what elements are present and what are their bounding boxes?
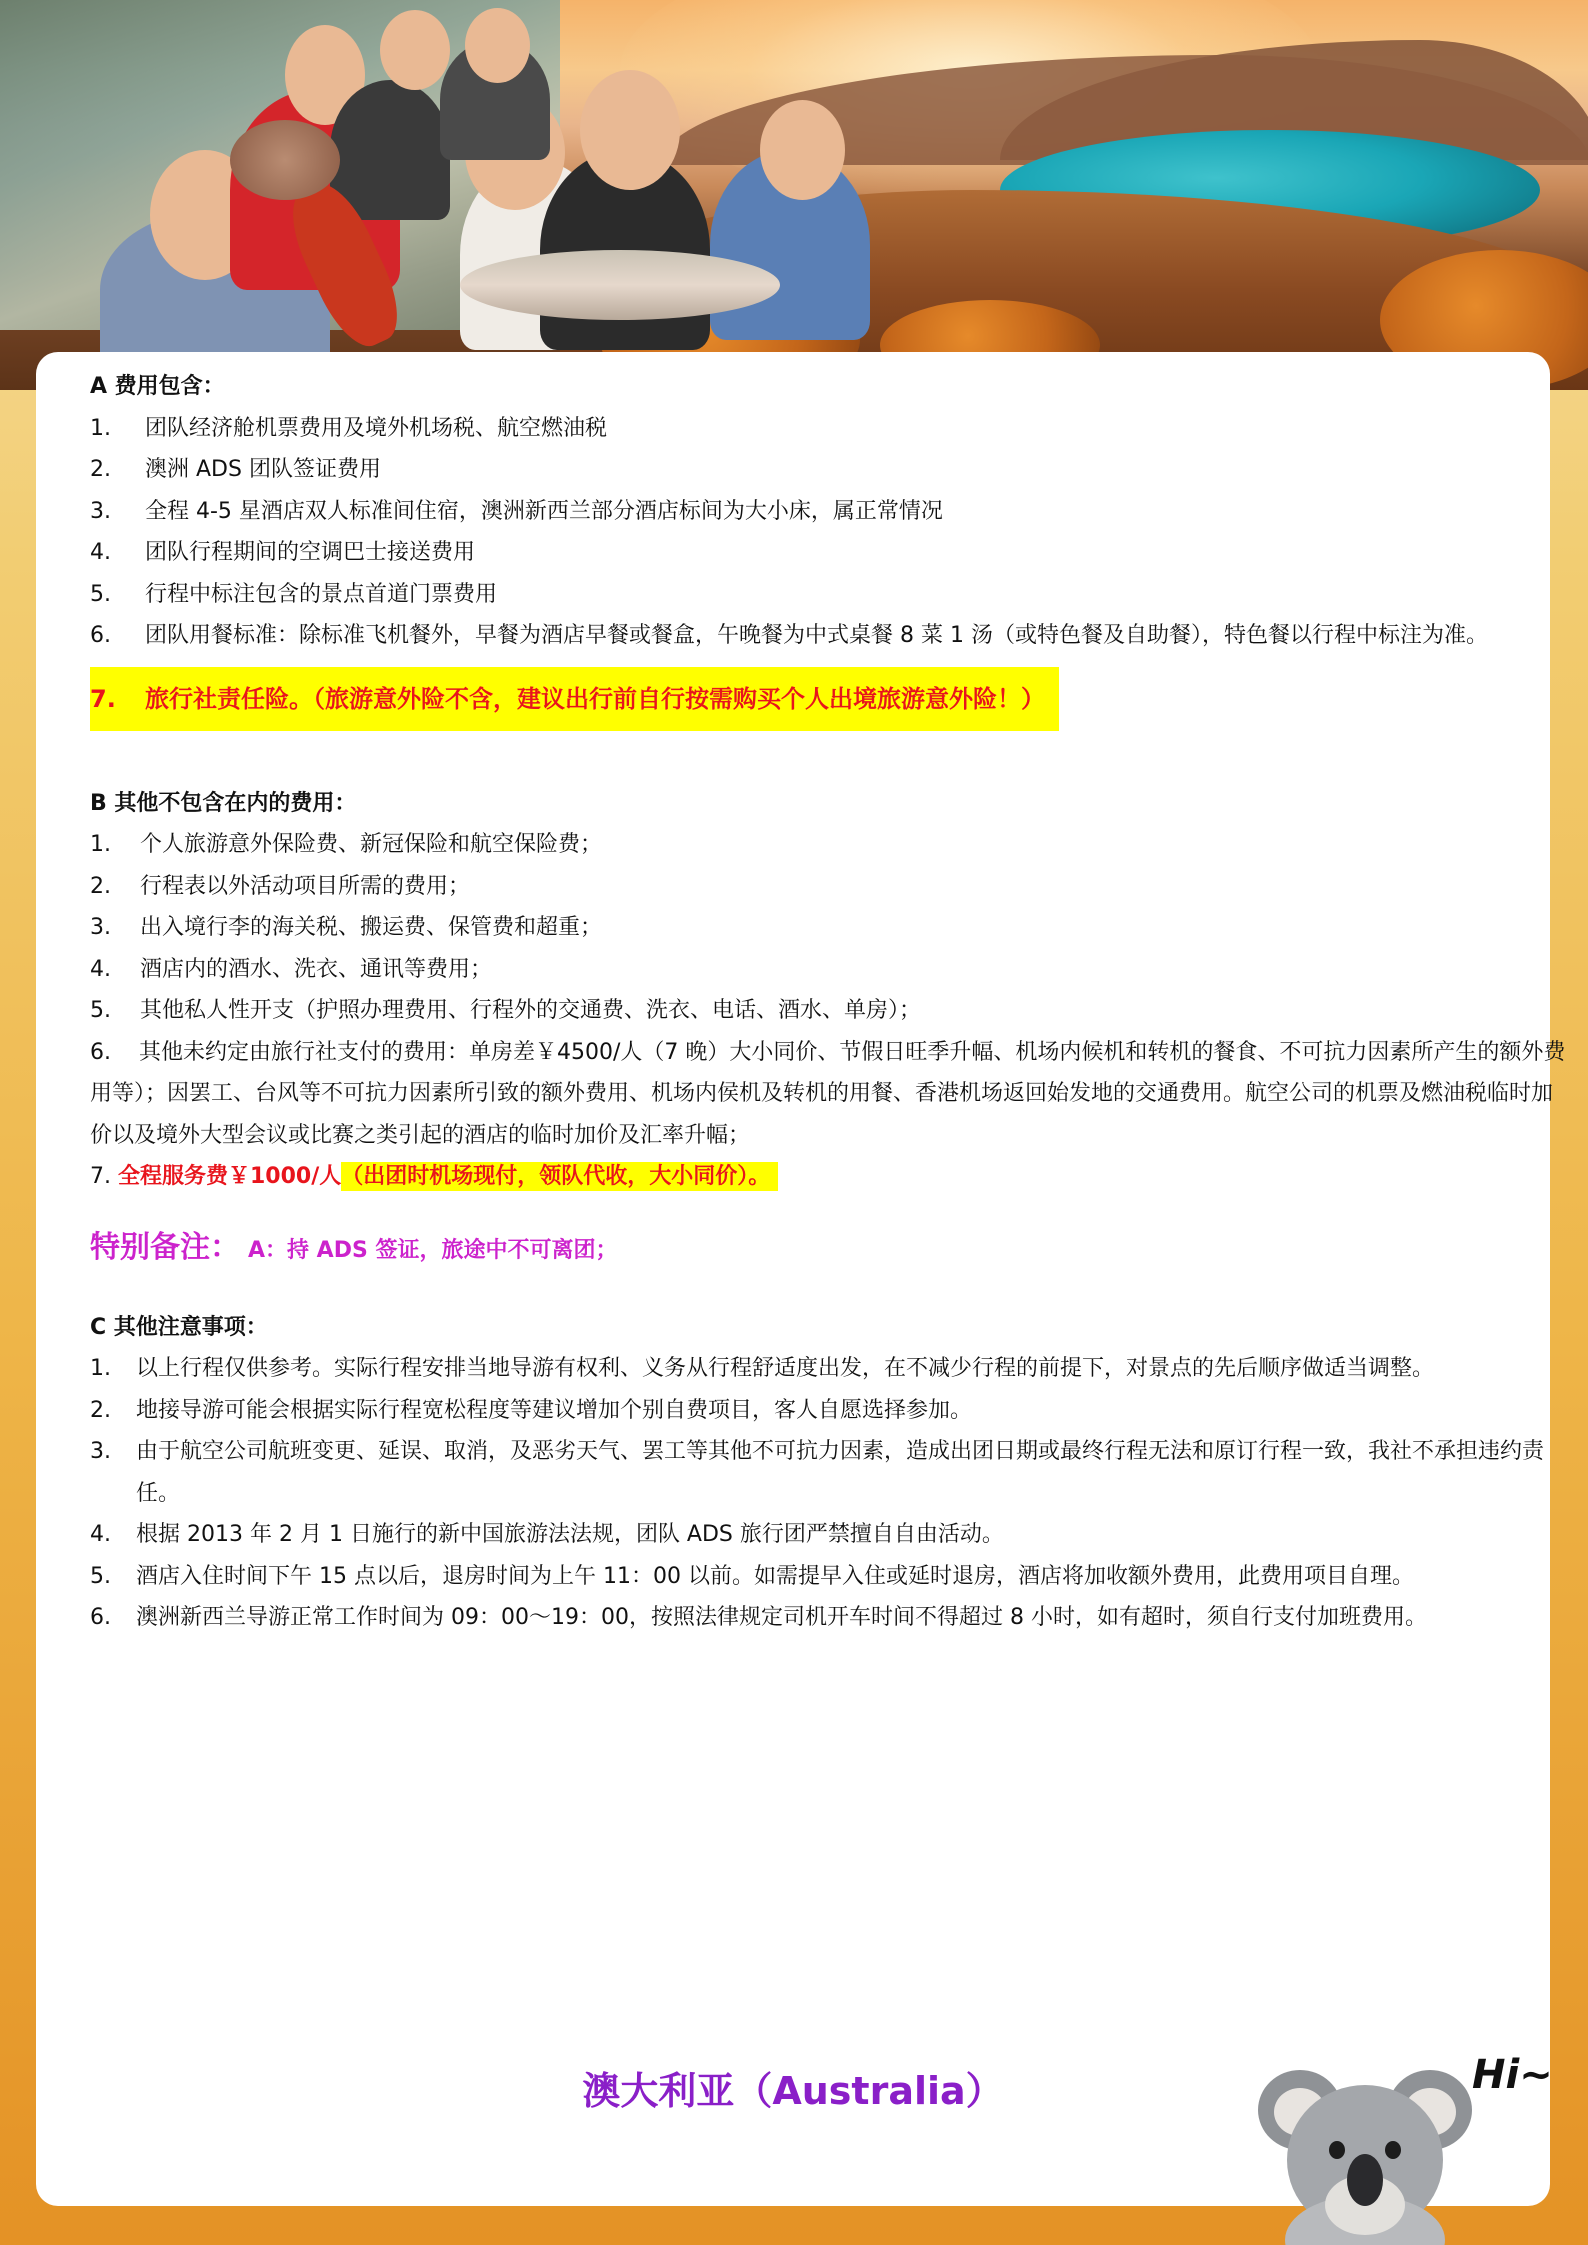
list-item — [90, 866, 1566, 908]
list-item — [90, 1390, 1566, 1432]
insurance-highlight — [90, 667, 1059, 731]
item-number: 7. — [90, 684, 116, 713]
content-body — [90, 366, 1566, 1639]
spacer — [90, 731, 1566, 783]
section-c-title: C 其他注意事项： — [90, 1314, 268, 1340]
face — [380, 10, 450, 90]
item-number: 1. — [90, 415, 111, 441]
list-item — [90, 1348, 1566, 1390]
item-number: 3. — [90, 915, 111, 940]
item-number: 2. — [90, 873, 111, 899]
hero-banner-image — [0, 0, 1588, 390]
item-text: 行程表以外活动项目所需的费用； — [140, 873, 471, 899]
list-item — [90, 491, 1566, 533]
special-note — [90, 1222, 1566, 1277]
item-text: 出入境行李的海关税、搬运费、保管费和超重； — [140, 915, 603, 940]
footer-title: 澳大利亚（Australia） — [582, 2069, 1004, 2113]
item-text: 团队经济舱机票费用及境外机场税、航空燃油税 — [145, 415, 608, 441]
section-a-list — [90, 408, 1566, 657]
section-a-title: A 费用包含： — [90, 374, 225, 399]
item-number: 1. — [90, 1356, 111, 1381]
list-item — [90, 1597, 1566, 1639]
item-text: 根据 2013 年 2 月 1 日施行的新中国旅游法法规，团队 ADS 旅行团严禁擅自自由活动。 — [136, 1522, 1004, 1547]
list-item — [90, 449, 1566, 491]
list-item — [90, 615, 1566, 657]
item-text: 澳洲新西兰导游正常工作时间为 09：00～19：00，按照法律规定司机开车时间不得超过 8 小时，如有超时，须自行支付加班费用。 — [136, 1605, 1427, 1630]
item-number: 3. — [90, 498, 111, 524]
list-item — [90, 408, 1566, 450]
item-number: 6. — [90, 1039, 111, 1065]
item-text: 地接导游可能会根据实际行程宽松程度等建议增加个别自费项目，客人自愿选择参加。 — [136, 1397, 973, 1423]
abalone-shell — [230, 120, 340, 200]
list-item — [90, 1431, 1566, 1514]
list-item — [90, 990, 1566, 1032]
item-number: 5. — [90, 1563, 111, 1589]
item-number: 3. — [90, 1439, 111, 1464]
tourist-group-photo — [80, 0, 880, 350]
item-number: 1. — [90, 832, 111, 857]
item-text: 全程 4-5 星酒店双人标准间住宿，澳洲新西兰部分酒店标间为大小床，属正常情况 — [145, 498, 943, 524]
item-number: 5. — [90, 581, 111, 607]
list-item — [90, 1032, 1566, 1157]
list-item — [90, 1514, 1566, 1556]
item-text: 旅行社责任险。（旅游意外险不含，建议出行前自行按需购买个人出境旅游意外险！） — [145, 684, 1045, 713]
item-number: 2. — [90, 457, 111, 482]
face — [760, 100, 845, 200]
item-text: 团队用餐标准：除标准飞机餐外，早餐为酒店早餐或餐盒，午晚餐为中式桌餐 8 菜 1 汤（或特色餐及自助餐），特色餐以行程中标注为准。 — [145, 623, 1488, 648]
list-item — [90, 574, 1566, 616]
list-item — [90, 824, 1566, 866]
list-item — [90, 532, 1566, 574]
item-number: 4. — [90, 1522, 111, 1547]
face — [465, 8, 530, 83]
list-item — [90, 907, 1566, 949]
item-number: 4. — [90, 956, 111, 982]
koala-mascot-icon — [1255, 2040, 1475, 2245]
item-text: 澳洲 ADS 团队签证费用 — [145, 457, 381, 482]
item-text: 由于航空公司航班变更、延误、取消，及恶劣天气、罢工等其他不可抗力因素，造成出团日期或最终行程无法和原订行程一致，我社不承担违约责任。 — [136, 1439, 1545, 1506]
item-text: 酒店入住时间下午 15 点以后，退房时间为上午 11：00 以前。如需提早入住或延时退房，酒店将加收额外费用，此费用项目自理。 — [136, 1563, 1414, 1589]
item-number: 7. — [90, 1164, 111, 1189]
content-card — [36, 352, 1566, 2206]
section-c-list — [90, 1348, 1566, 1639]
item-text: 个人旅游意外保险费、新冠保险和航空保险费； — [140, 832, 603, 857]
face — [580, 70, 680, 190]
item-number: 5. — [90, 998, 111, 1023]
list-item — [90, 949, 1566, 991]
service-fee-text: 全程服务费￥1000/人 — [118, 1164, 342, 1189]
list-item — [90, 1156, 1566, 1198]
item-text: 其他未约定由旅行社支付的费用：单房差￥4500/人（7 晚）大小同价、节假日旺季升幅、机场内候机和转机的餐食、不可抗力因素所产生的额外费用等）；因罢工、台风等不可抗力因素所引致的额外费用、机场内侯机及转机的用餐、香港机场返回始发地的交通费用。航空公司的机票及燃油税临时加价以及境外大型会议或比赛之类引起的酒店的临时加价及汇率升幅； — [90, 1039, 1566, 1148]
special-note-label: 特别备注： — [90, 1229, 240, 1265]
item-number: 4. — [90, 540, 111, 565]
list-item — [90, 1556, 1566, 1598]
special-note-text: A：持 ADS 签证，旅途中不可离团； — [248, 1237, 618, 1263]
hi-greeting: Hi~ — [1472, 2052, 1553, 2098]
service-fee-note: （出团时机场现付，领队代收，大小同价）。 — [341, 1162, 778, 1191]
item-text: 行程中标注包含的景点首道门票费用 — [145, 581, 498, 607]
item-number: 2. — [90, 1397, 111, 1423]
item-number: 6. — [90, 1605, 111, 1630]
person — [330, 80, 450, 220]
section-b-list — [90, 824, 1566, 1198]
item-text: 其他私人性开支（护照办理费用、行程外的交通费、洗衣、电话、酒水、单房）； — [140, 998, 922, 1023]
item-text: 以上行程仅供参考。实际行程安排当地导游有权利、义务从行程舒适度出发，在不减少行程的前提下，对景点的先后顺序做适当调整。 — [136, 1356, 1435, 1381]
item-text: 酒店内的酒水、洗衣、通讯等费用； — [140, 956, 493, 982]
spacer — [90, 1277, 1566, 1307]
item-number: 6. — [90, 623, 111, 648]
salmon-fish — [460, 250, 780, 320]
item-text: 团队行程期间的空调巴士接送费用 — [145, 540, 476, 565]
section-b-title: B 其他不包含在内的费用： — [90, 790, 357, 816]
